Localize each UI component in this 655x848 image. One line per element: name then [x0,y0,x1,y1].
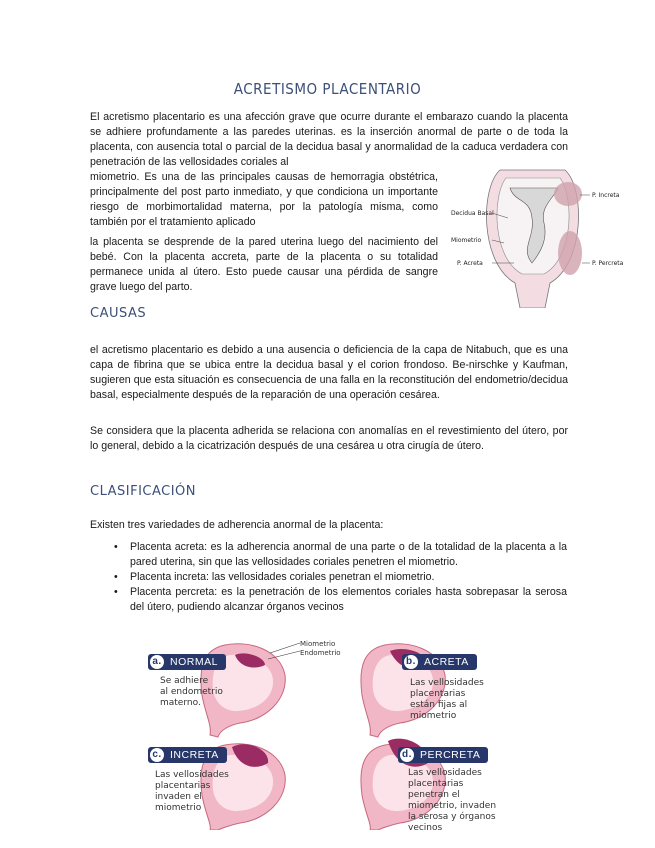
panel-a-text [160,676,223,709]
panel-d-line-3: penetran el [408,790,460,800]
badge-increta [148,747,227,763]
label-decidua-basal: Decidua Basal [451,210,494,217]
badge-label: NORMAL [170,656,218,668]
panel-d-line-2: placentarias [408,779,464,789]
panel-b-line-2: placentarias [410,689,466,699]
panel-d-line-1: Las vellosidades [408,768,482,778]
panel-b-line-1: Las vellosidades [410,678,484,688]
badge-letter: a. [150,655,164,669]
panel-b-line-4: miometrio [410,711,457,721]
badge-label: ACRETA [424,656,469,668]
intro-paragraph-1-wrap: miometrio. Es una de las principales causas de hemorragia obstétrica, principalmente del post parto inmediato, y que condiciona un importante riesgo de morbimortalidad materna, por la patología misma, como también por el tratamiento aplicado [90,171,438,228]
badge-label: INCRETA [170,749,219,761]
badge-letter: d. [400,748,414,762]
panel-c-text [155,770,229,814]
badge-percreta [398,747,488,763]
panel-c-line-4: miometrio [155,803,202,813]
badge-letter: c. [150,748,164,762]
panel-d-text [408,768,496,834]
list-item-percreta: • Placenta percreta: es la penetración de los elementos coriales hasta sobrepasar la serosa del útero, pudiendo alcanzar órganos vecinos [112,585,567,615]
percreta-region [558,231,582,275]
panel-c-line-1: Las vellosidades [155,770,229,780]
panel-d-line-4: miometrio, invaden [408,801,497,811]
clasificacion-intro: Existen tres variedades de adherencia anormal de la placenta: [90,519,384,531]
section-heading-causas: CAUSAS [90,306,147,321]
causas-paragraph-2: Se considera que la placenta adherida se relaciona con anomalías en el revestimiento del útero, por lo general, debido a la cicatrización después de una cesárea u otra cirugía de útero. [90,425,568,452]
label-top-miometrio: Miometrio [300,640,336,648]
label-acreta: P. Acreta [457,260,483,267]
placenta-anatomy-figure [440,158,630,308]
panel-c-line-2: placentarias [155,781,211,791]
label-percreta: P. Percreta [592,260,624,267]
list-item-acreta: • Placenta acreta: es la adherencia anormal de una parte o de la totalidad de la placenta a la pared uterina, sin que las vellosidades coriales penetren el miometrio. [112,540,567,570]
badge-letter: b. [404,655,418,669]
page-title: ACRETISMO PLACENTARIO [233,80,422,98]
badge-acreta [402,654,477,670]
clasificacion-list [112,540,567,615]
panel-d-line-5: la serosa y órganos [408,812,496,822]
label-miometrio: Miometrio [451,237,482,244]
panel-a-line-1: Se adhiere [160,676,209,686]
causas-paragraph-1: el acretismo placentario es debido a una ausencia o deficiencia de la capa de Nitabuch, que es una capa de fibrina que se ubica entre la decidua basal y el corion frondoso. Be-nirschke y Kaufman, sugieren que esta situación es consecuencia de una falla en la reconstitución del endometrio/decidua basal, especialmente después de la reparación de una operación cesárea. [90,344,568,401]
panel-a-line-2: al endometrio [160,687,223,697]
panel-d-line-6: vecinos [408,823,443,833]
label-top-endometrio: Endometrio [300,649,341,657]
increta-region [554,182,582,206]
label-increta: P. Increta [592,192,620,199]
section-heading-clasificacion: CLASIFICACIÓN [90,484,197,499]
list-item-increta: • Placenta increta: las vellosidades coriales penetran el miometrio. [112,570,567,585]
intro-paragraph-1: El acretismo placentario es una afección grave que ocurre durante el embarazo cuando la placenta se adhiere profundamente a las paredes uterinas. es la inserción anormal de parte o de toda la placenta, con ausencia total o parcial de la decidua basal y anormalidad de la caduca verdadera con penetración de las vellosidades coriales al [90,111,568,168]
badge-normal [148,654,226,670]
panel-c-line-3: invaden el [155,792,202,802]
panel-b-line-3: están fijas al [410,700,468,710]
panel-a-line-3: materno. [160,698,201,708]
panel-b-text [410,678,484,722]
intro-paragraph-2: la placenta se desprende de la pared uterina luego del nacimiento del bebé. Con la placenta accreta, parte de la placenta o su totalidad permanece unida al útero. Esto puede causar una pérdida de sangre grave luego del parto. [90,236,438,293]
badge-label: PERCRETA [420,749,481,761]
